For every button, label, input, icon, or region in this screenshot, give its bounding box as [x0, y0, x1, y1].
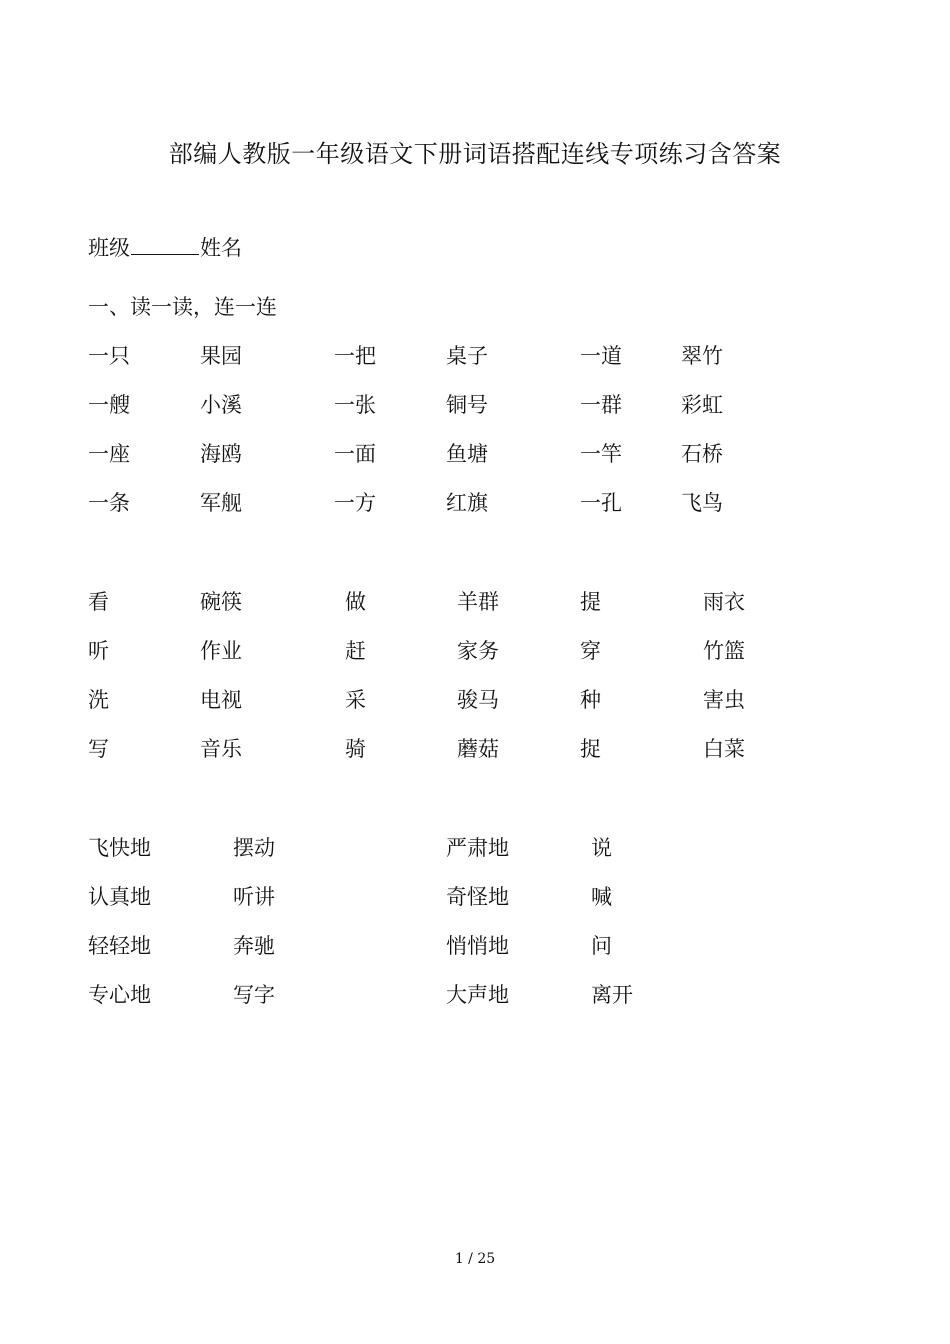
word-item[interactable]: 一群: [580, 393, 622, 417]
word-item[interactable]: 奇怪地: [446, 885, 509, 909]
word-item[interactable]: 蘑菇: [457, 737, 499, 761]
word-item[interactable]: 摆动: [233, 836, 275, 860]
word-item[interactable]: 听讲: [233, 885, 275, 909]
word-item[interactable]: 奔驰: [233, 934, 275, 958]
word-item[interactable]: 红旗: [446, 491, 488, 515]
word-row: [0, 685, 950, 715]
word-item[interactable]: 音乐: [200, 737, 242, 761]
word-item[interactable]: 小溪: [200, 393, 242, 417]
word-row: [0, 341, 950, 371]
class-name-line: [88, 232, 242, 263]
word-item[interactable]: 一道: [580, 344, 622, 368]
word-item[interactable]: 听: [88, 639, 109, 663]
word-item[interactable]: 骏马: [457, 688, 499, 712]
word-row: [0, 833, 950, 863]
word-item[interactable]: 一面: [334, 442, 376, 466]
word-item[interactable]: 赶: [345, 639, 366, 663]
word-item[interactable]: 一方: [334, 491, 376, 515]
word-item[interactable]: 家务: [457, 639, 499, 663]
word-item[interactable]: 一孔: [580, 491, 622, 515]
word-item[interactable]: 铜号: [446, 393, 488, 417]
word-item[interactable]: 轻轻地: [88, 934, 151, 958]
word-item[interactable]: 一艘: [88, 393, 130, 417]
word-item[interactable]: 彩虹: [681, 393, 723, 417]
word-item[interactable]: 作业: [200, 639, 242, 663]
word-item[interactable]: 鱼塘: [446, 442, 488, 466]
word-item[interactable]: 一张: [334, 393, 376, 417]
word-row: [0, 882, 950, 912]
word-item[interactable]: 电视: [200, 688, 242, 712]
word-item[interactable]: 写: [88, 737, 109, 761]
word-item[interactable]: 捉: [580, 737, 601, 761]
word-row: [0, 439, 950, 469]
section-heading: 一、读一读，连一连: [88, 295, 277, 319]
word-item[interactable]: 认真地: [88, 885, 151, 909]
word-item[interactable]: 悄悄地: [446, 934, 509, 958]
class-label: 班级: [88, 236, 130, 260]
word-item[interactable]: 看: [88, 590, 109, 614]
word-item[interactable]: 做: [345, 590, 366, 614]
word-item[interactable]: 写字: [233, 983, 275, 1007]
word-row: [0, 931, 950, 961]
word-row: [0, 636, 950, 666]
name-label: 姓名: [200, 236, 242, 260]
word-row: [0, 587, 950, 617]
word-item[interactable]: 飞快地: [88, 836, 151, 860]
word-item[interactable]: 说: [591, 836, 612, 860]
word-item[interactable]: 军舰: [200, 491, 242, 515]
word-item[interactable]: 羊群: [457, 590, 499, 614]
word-item[interactable]: 严肃地: [446, 836, 509, 860]
word-item[interactable]: 海鸥: [200, 442, 242, 466]
word-item[interactable]: 骑: [345, 737, 366, 761]
word-item[interactable]: 穿: [580, 639, 601, 663]
word-item[interactable]: 离开: [591, 983, 633, 1007]
word-item[interactable]: 一竿: [580, 442, 622, 466]
word-item[interactable]: 白菜: [703, 737, 745, 761]
word-item[interactable]: 问: [591, 934, 612, 958]
word-item[interactable]: 洗: [88, 688, 109, 712]
word-item[interactable]: 提: [580, 590, 601, 614]
page-title: 部编人教版一年级语文下册词语搭配连线专项练习含答案: [168, 140, 782, 168]
word-item[interactable]: 喊: [591, 885, 612, 909]
word-row: [0, 488, 950, 518]
word-item[interactable]: 飞鸟: [681, 491, 723, 515]
word-row: [0, 390, 950, 420]
word-item[interactable]: 种: [580, 688, 601, 712]
word-item[interactable]: 一把: [334, 344, 376, 368]
word-item[interactable]: 雨衣: [703, 590, 745, 614]
word-row: [0, 980, 950, 1010]
word-item[interactable]: 碗筷: [200, 590, 242, 614]
word-item[interactable]: 石桥: [681, 442, 723, 466]
class-blank[interactable]: [131, 232, 199, 255]
word-item[interactable]: 采: [345, 688, 366, 712]
word-row: [0, 734, 950, 764]
word-item[interactable]: 专心地: [88, 983, 151, 1007]
word-item[interactable]: 桌子: [446, 344, 488, 368]
word-item[interactable]: 一条: [88, 491, 130, 515]
word-item[interactable]: 大声地: [446, 983, 509, 1007]
word-item[interactable]: 害虫: [703, 688, 745, 712]
word-item[interactable]: 果园: [200, 344, 242, 368]
word-item[interactable]: 一只: [88, 344, 130, 368]
word-item[interactable]: 竹篮: [703, 639, 745, 663]
page-number: 1 / 25: [454, 1251, 496, 1267]
word-item[interactable]: 翠竹: [681, 344, 723, 368]
word-item[interactable]: 一座: [88, 442, 130, 466]
